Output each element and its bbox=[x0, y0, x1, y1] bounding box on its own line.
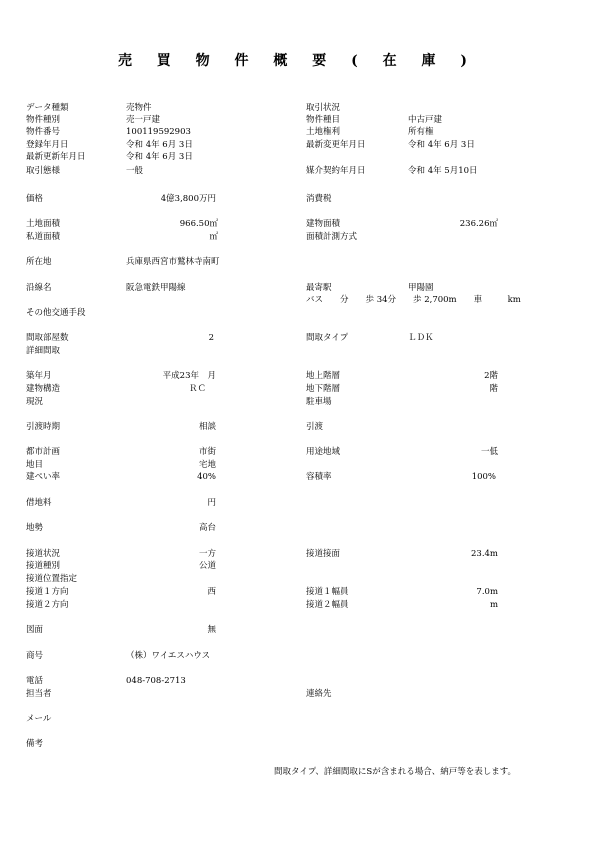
floors-above-label: 地上階層 bbox=[306, 371, 341, 381]
road-w2-label: 接道２幅員 bbox=[306, 600, 349, 610]
lease-fee-value: 円 bbox=[207, 498, 216, 508]
room-detail-label: 詳細間取 bbox=[26, 346, 61, 356]
lease-fee-label: 借地料 bbox=[26, 498, 52, 508]
data-type-value: 売物件 bbox=[126, 103, 152, 113]
city-plan-value: 市街 bbox=[198, 447, 216, 457]
floors-below-value: 階 bbox=[489, 384, 498, 394]
floors-above-value: 2階 bbox=[484, 371, 498, 381]
road-front-label: 接道接面 bbox=[306, 549, 341, 559]
company-value: （株）ワイエスハウス bbox=[126, 651, 211, 661]
delivery-time-value: 相談 bbox=[198, 422, 216, 432]
road-kind-value: 公道 bbox=[198, 561, 216, 571]
station-value: 甲陽園 bbox=[408, 283, 434, 293]
data-type-label: データ種類 bbox=[26, 103, 69, 113]
plan-value: 無 bbox=[207, 625, 216, 635]
land-area-value: 966.50㎡ bbox=[179, 219, 218, 229]
terrain-label: 地勢 bbox=[26, 523, 44, 533]
road-w2-value: m bbox=[489, 600, 498, 610]
delivery-time-label: 引渡時期 bbox=[26, 422, 61, 432]
line-value: 阪急電鉄甲陽線 bbox=[126, 283, 186, 293]
far-value: 100% bbox=[471, 472, 496, 482]
registered-label: 登録年月日 bbox=[26, 140, 69, 150]
road-dir1-label: 接道１方向 bbox=[26, 587, 69, 597]
footnote: 間取タイプ、詳細間取にSが含まれる場合、納戸等を表します。 bbox=[274, 767, 517, 777]
changed-label: 最新変更年月日 bbox=[306, 140, 366, 150]
area-method-label: 面積計測方式 bbox=[306, 232, 358, 242]
transaction-mode-value: 一般 bbox=[126, 166, 144, 176]
company-label: 商号 bbox=[26, 651, 44, 661]
structure-label: 建物構造 bbox=[26, 384, 61, 394]
road-dir1-value: 西 bbox=[207, 587, 216, 597]
updated-label: 最新更新年月日 bbox=[26, 152, 86, 162]
coverage-value: 40% bbox=[197, 472, 216, 482]
layout-type-label: 間取タイプ bbox=[306, 333, 349, 343]
zoning-label: 用途地域 bbox=[306, 447, 341, 457]
road-position-label: 接道位置指定 bbox=[26, 574, 78, 584]
remarks-label: 備考 bbox=[26, 739, 44, 749]
transaction-mode-label: 取引態様 bbox=[26, 166, 61, 176]
land-category-value: 宅地 bbox=[198, 460, 216, 470]
structure-value: ＲＣ bbox=[188, 384, 206, 394]
parking-label: 駐車場 bbox=[306, 397, 332, 407]
tax-label: 消費税 bbox=[306, 194, 332, 204]
floors-below-label: 地下階層 bbox=[306, 384, 341, 394]
rooms-value: 2 bbox=[208, 333, 214, 343]
built-value: 平成23年 月 bbox=[162, 371, 216, 381]
other-transport-label: その他交通手段 bbox=[26, 308, 86, 318]
rooms-label: 間取部屋数 bbox=[26, 333, 69, 343]
land-right-value: 所有権 bbox=[408, 127, 434, 137]
registered-value: 令和 4年 6月 3日 bbox=[126, 140, 193, 150]
mediation-label: 媒介契約年月日 bbox=[306, 166, 366, 176]
price-label: 価格 bbox=[26, 194, 44, 204]
mediation-value: 令和 4年 5月10日 bbox=[408, 166, 478, 176]
land-category-label: 地目 bbox=[26, 460, 44, 470]
property-item-value: 中古戸建 bbox=[408, 115, 443, 125]
road-status-label: 接道状況 bbox=[26, 549, 61, 559]
property-item-label: 物件種目 bbox=[306, 115, 341, 125]
building-area-label: 建物面積 bbox=[306, 219, 341, 229]
land-area-label: 土地面積 bbox=[26, 219, 61, 229]
line-label: 沿線名 bbox=[26, 283, 52, 293]
far-label: 容積率 bbox=[306, 472, 332, 482]
page-title: 売 買 物 件 概 要 ( 在 庫 ) bbox=[117, 53, 478, 69]
property-kind-label: 物件種別 bbox=[26, 115, 61, 125]
phone-value: 048-708-2713 bbox=[126, 676, 186, 686]
phone-label: 電話 bbox=[26, 676, 44, 686]
location-value: 兵庫県西宮市鷲林寺南町 bbox=[126, 257, 220, 267]
plan-label: 図面 bbox=[26, 625, 44, 635]
property-no-value: 100119592903 bbox=[126, 127, 191, 137]
station-label: 最寄駅 bbox=[306, 283, 332, 293]
changed-value: 令和 4年 6月 3日 bbox=[408, 140, 475, 150]
city-plan-label: 都市計画 bbox=[26, 447, 61, 457]
coverage-label: 建ぺい率 bbox=[26, 472, 61, 482]
terrain-value: 高台 bbox=[198, 523, 216, 533]
road-dir2-label: 接道２方向 bbox=[26, 600, 69, 610]
bus-walk-info: バス 分 歩 34分 歩 2,700m 車 km bbox=[306, 295, 521, 305]
status-label: 現況 bbox=[26, 397, 44, 407]
delivery-label: 引渡 bbox=[306, 422, 324, 432]
private-road-value: ㎡ bbox=[209, 232, 218, 242]
updated-value: 令和 4年 6月 3日 bbox=[126, 152, 193, 162]
property-kind-value: 売一戸建 bbox=[126, 115, 161, 125]
contact-label: 連絡先 bbox=[306, 689, 332, 699]
private-road-label: 私道面積 bbox=[26, 232, 61, 242]
property-no-label: 物件番号 bbox=[26, 127, 61, 137]
layout-type-value: ＬＤＫ bbox=[408, 333, 434, 343]
location-label: 所在地 bbox=[26, 257, 52, 267]
land-right-label: 土地権利 bbox=[306, 127, 341, 137]
road-front-value: 23.4m bbox=[471, 549, 498, 559]
price-value: 4億3,800万円 bbox=[160, 194, 216, 204]
road-w1-label: 接道１幅員 bbox=[306, 587, 349, 597]
mail-label: メール bbox=[26, 714, 52, 724]
building-area-value: 236.26㎡ bbox=[459, 219, 498, 229]
road-status-value: 一方 bbox=[198, 549, 216, 559]
built-label: 築年月 bbox=[26, 371, 52, 381]
contact-person-label: 担当者 bbox=[26, 689, 52, 699]
road-kind-label: 接道種別 bbox=[26, 561, 61, 571]
zoning-value: 一低 bbox=[480, 447, 498, 457]
trade-status-label: 取引状況 bbox=[306, 103, 341, 113]
road-w1-value: 7.0m bbox=[476, 587, 498, 597]
